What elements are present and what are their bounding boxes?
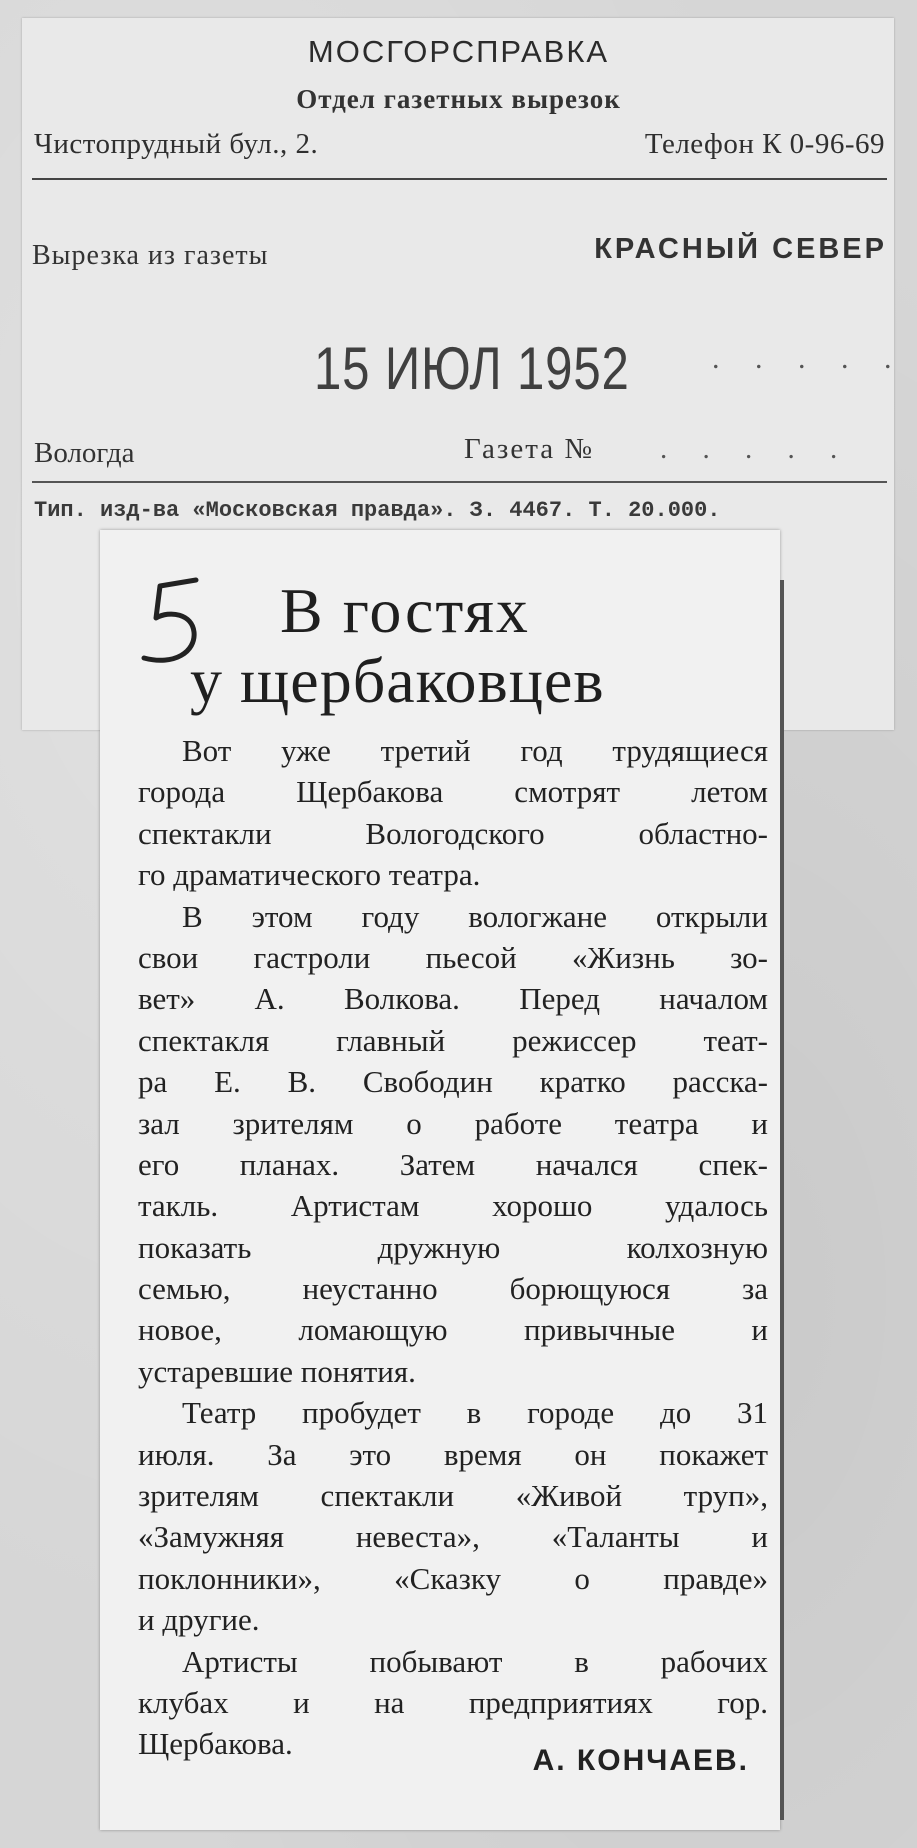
- clip-label: Вырезка из газеты: [32, 240, 269, 271]
- article-line: устаревшие понятия.: [138, 1353, 416, 1389]
- city-name: Вологда: [34, 437, 135, 469]
- article-line: В этом году вологжане открыли: [182, 898, 768, 934]
- date-dots: . . . . .: [712, 342, 906, 375]
- article-line: клубах и на предприятиях гор.: [138, 1684, 768, 1720]
- article-line: июля. За это время он покажет: [138, 1436, 768, 1472]
- header-divider: [32, 178, 887, 180]
- article-line: поклонники», «Сказку о правде»: [138, 1560, 768, 1596]
- article-line: вет» А. Волкова. Перед началом: [138, 981, 768, 1017]
- agency-name: МОСГОРСПРАВКА: [307, 34, 610, 69]
- article-line: его планах. Затем начался спек-: [138, 1146, 768, 1182]
- article-line: семью, неустанно борющуюся за: [138, 1271, 768, 1307]
- article-line: Вот уже третий год трудящиеся: [182, 733, 768, 768]
- article-line: такль. Артистам хорошо удалось: [138, 1188, 768, 1224]
- article-line: ра Е. В. Свободин кратко расска-: [138, 1064, 768, 1100]
- print-info: Тип. изд-ва «Московская правда». З. 4467. Т. 20.000.: [34, 498, 721, 523]
- clipping-shadow-edge: [780, 580, 784, 1820]
- article-author: А. КОНЧАЕВ.: [532, 1744, 749, 1777]
- agency-address: Чистопрудный бул., 2.: [34, 128, 319, 160]
- article-line: «Замужняя невеста», «Таланты и: [138, 1519, 768, 1555]
- article-line: Артисты побывают в рабочих: [182, 1643, 768, 1679]
- newspaper-name: КРАСНЫЙ СЕВЕР: [594, 233, 887, 265]
- article-title-line-1: В гостях: [280, 575, 530, 646]
- department-name: Отдел газетных вырезок: [296, 84, 621, 114]
- article-line: свои гастроли пьесой «Жизнь зо-: [138, 939, 768, 975]
- date-stamp: 15 ИЮЛ 1952: [314, 335, 630, 402]
- issue-label: Газета №: [464, 433, 595, 465]
- article-line: и другие.: [138, 1602, 260, 1638]
- article-line: спектакля главный режиссер теат-: [138, 1022, 768, 1058]
- issue-dots: . . . . .: [660, 433, 852, 465]
- article-line: Театр пробудет в городе до 31: [182, 1395, 768, 1431]
- article-line: го драматического театра.: [138, 857, 481, 893]
- article-line: спектакли Вологодского областно-: [138, 815, 768, 851]
- article-body: [138, 730, 768, 1765]
- footer-divider: [32, 481, 887, 483]
- article-line: показать дружную колхозную: [138, 1229, 768, 1265]
- article-line: зал зрителям о работе театра и: [138, 1105, 768, 1141]
- article-line: новое, ломающую привычные и: [138, 1312, 768, 1348]
- article-line: зрителям спектакли «Живой труп»,: [138, 1478, 768, 1514]
- article-title-line-2: у щербаковцев: [190, 645, 605, 716]
- article-line: города Щербакова смотрят летом: [138, 774, 768, 810]
- handwritten-number-text: 5: [138, 572, 139, 573]
- article-line: Щербакова.: [138, 1726, 293, 1762]
- agency-phone: Телефон К 0-96-69: [644, 128, 885, 160]
